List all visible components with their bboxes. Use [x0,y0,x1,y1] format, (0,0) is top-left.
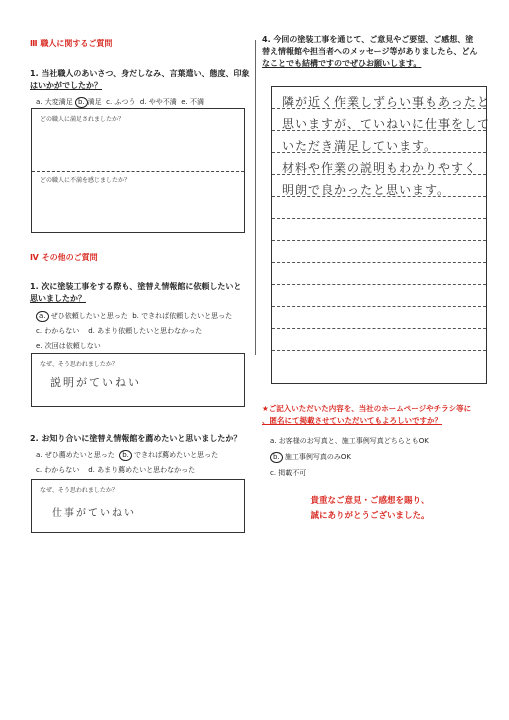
satisfied-staff-label: どの職人に満足されましたか？ [40,116,125,123]
q3-1-options [36,97,204,108]
q4-1-options-row2 [36,326,202,336]
option-b[interactable]: b. できれば依頼したいと思った [132,312,233,320]
staff-comment-box[interactable] [31,108,245,233]
handwritten-answer-2: 仕事がていねい [52,508,136,519]
thank-you-message [290,494,450,524]
question-3-1-line1: 1. 当社職人のあいさつ、身だしなみ、言葉遣い、態度、印象 [30,69,250,78]
consent-line2: 、匿名にて掲載させていただいてもよろしいですか？ [262,416,442,425]
option-d[interactable]: d. あまり薦めたいと思わなかった [88,466,196,474]
thank-you-line2: 誠にありがとうございました。 [310,511,430,521]
consent-question [262,403,471,427]
consent-option-b-row [270,452,351,463]
question-3-1 [30,68,250,92]
question-4-1-line2: 思いましたか？ [30,294,86,303]
consent-option-c[interactable]: c. 掲載不可 [270,469,307,477]
reason-box-2[interactable] [31,479,245,533]
ruled-line [272,240,486,241]
handwritten-answer-1: 説明がていねい [50,376,141,389]
ruled-line [272,306,486,307]
option-e[interactable]: e. 次回は依頼しない [36,342,101,350]
box-divider [32,171,244,172]
free-comment-box[interactable] [271,86,491,384]
option-c[interactable]: c. わからない [36,327,80,335]
q4-1-options-row3 [36,341,101,351]
section-4-title: Ⅳ その他のご質問 [30,253,98,262]
option-a[interactable]: a. ぜひ薦めたいと思った [36,451,115,459]
option-d[interactable]: d. あまり依頼したいと思わなかった [88,327,203,335]
question-3-1-line2: はいかがでしたか？ [30,81,102,90]
handwritten-comment-line-3: いただき満足しています。 [282,139,438,153]
consent-option-a[interactable]: a. お客様のお写真と、施工事例写真どちらともOK [270,437,429,445]
option-a-circled[interactable]: a. [36,311,49,322]
option-d[interactable]: d. やや不満 [139,98,177,106]
ruled-line [272,218,486,219]
question-4-line2: 替え情報館や担当者へのメッセージ等がありましたら、どん [262,47,478,56]
handwritten-comment-line-2: 思いますが、ていねいに仕事をして [282,117,491,131]
option-b-circled[interactable]: b. [75,97,88,108]
ruled-line [272,284,486,285]
option-c[interactable]: c. わからない [36,466,80,474]
column-divider [255,40,256,355]
unsatisfied-staff-label: どの職人に不満を感じましたか？ [40,177,131,184]
ruled-line [272,262,486,263]
section-3-title: Ⅲ 職人に関するご質問 [30,39,113,48]
consent-line1: ★ご記入いただいた内容を、当社のホームページやチラシ等に [262,404,472,413]
question-4-2-line1: 2. お知り合いに塗替え情報館を薦めたいと思いましたか？ [30,434,242,443]
option-a[interactable]: a. 大変満足 [36,98,73,106]
option-c[interactable]: c. ふつう [106,98,136,106]
consent-option-b-circled[interactable]: b. [270,452,283,463]
handwritten-comment-line-5: 明朗で良かったと思います。 [282,183,451,197]
question-4 [262,34,478,70]
q4-2-options-row1 [36,450,218,461]
thank-you-line1: 貴重なご意見・ご感想を賜り、 [310,496,430,506]
option-b-label: 満足 [87,98,102,106]
question-4-1 [30,281,241,305]
option-a-label: ぜひ依頼したいと思った [50,312,128,320]
reason-label-1: なぜ、そう思われましたか？ [40,361,118,368]
option-e[interactable]: e. 不満 [181,98,204,106]
q4-2-options-row2 [36,465,195,475]
handwritten-comment-line-4: 材料や作業の説明もわかりやすく [282,161,478,175]
question-4-1-line1: 1. 次に塗装工事をする際も、塗替え情報館に依頼したいと [30,282,242,291]
reason-label-2: なぜ、そう思われましたか？ [40,487,118,494]
question-4-line1: 4. 今回の塗装工事を通じて、ご意見やご要望、ご感想、塗 [262,35,474,44]
handwritten-comment-line-1: 隣が近く作業しずらい事もあったと [282,95,490,109]
option-b-label: できれば薦めたいと思った [134,451,219,459]
reason-box-1[interactable] [31,353,245,407]
q4-1-options-row1 [36,311,232,322]
ruled-line [272,350,486,351]
question-4-line3: なことでも結構ですのでぜひお願いします。 [262,59,422,68]
ruled-line [272,328,486,329]
consent-option-b-label: 施工事例写真のみOK [284,453,352,461]
option-b-circled[interactable]: b. [119,450,132,461]
question-4-2 [30,433,241,445]
